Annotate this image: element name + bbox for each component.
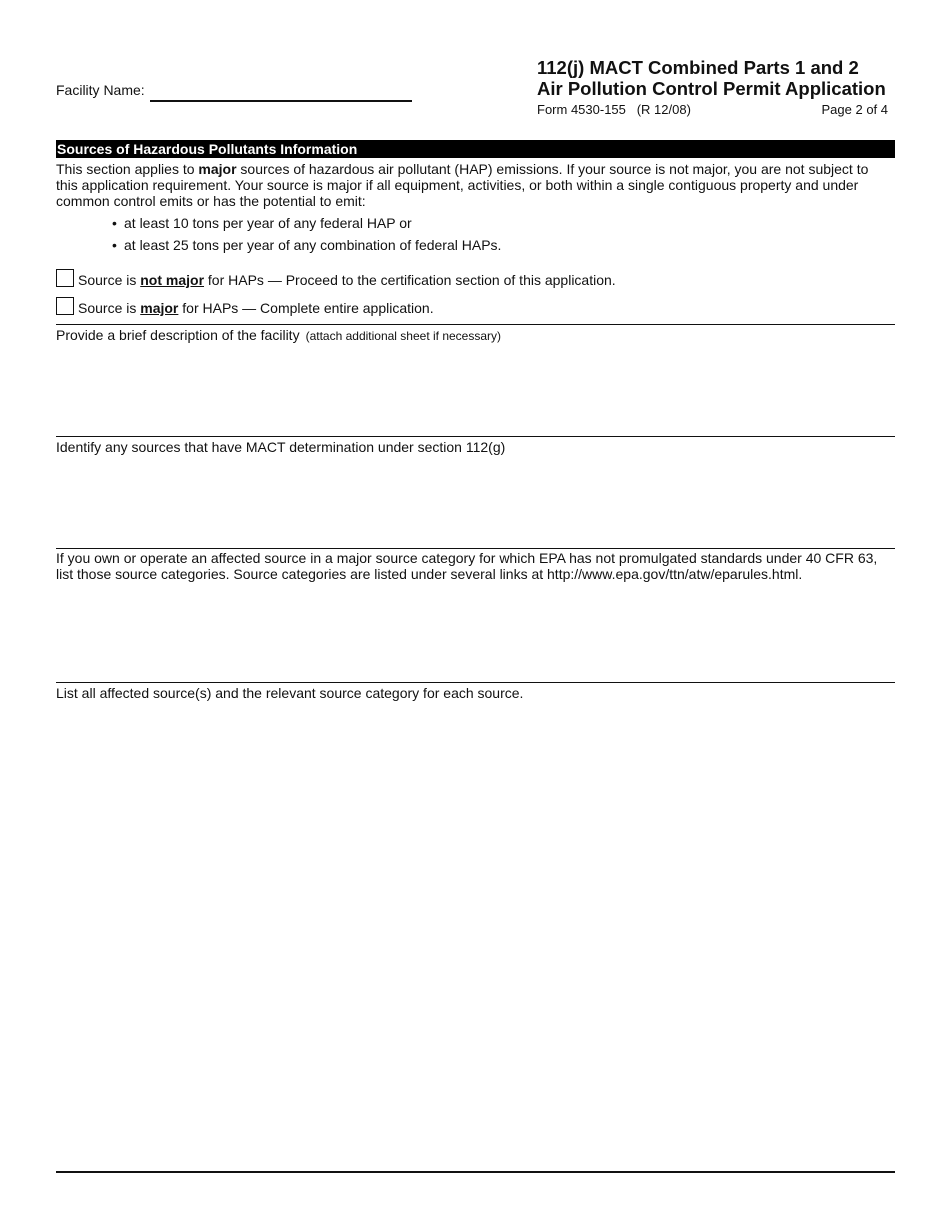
bullet-icon: • — [112, 237, 117, 253]
bullet-text: at least 25 tons per year of any combination of federal HAPs. — [124, 237, 502, 253]
intro-text-a: This section applies to — [56, 161, 199, 177]
major-checkbox[interactable] — [56, 297, 74, 315]
page-number: Page 2 of 4 — [821, 102, 888, 117]
intro-line-2: this application requirement. Your source is major if all equipment, activities, or both within a single contiguous property and under — [56, 177, 859, 193]
form-title-line-1: 112(j) MACT Combined Parts 1 and 2 — [537, 57, 859, 78]
not-major-suffix: for HAPs — Proceed to the certification section of this application. — [204, 272, 616, 288]
not-major-checkbox[interactable] — [56, 269, 74, 287]
affected-sources-input[interactable] — [56, 703, 899, 1169]
intro-line-3: common control emits or has the potential to emit: — [56, 193, 366, 209]
description-label: Provide a brief description of the facility — [56, 327, 300, 343]
form-title-line-2: Air Pollution Control Permit Application — [537, 78, 886, 99]
intro-line-1 — [56, 161, 868, 177]
major-prefix: Source is — [78, 300, 141, 316]
mact-label: Identify any sources that have MACT determination under section 112(g) — [56, 439, 506, 455]
divider — [56, 682, 895, 683]
description-label-row — [56, 327, 501, 344]
not-major-emphasis: not major — [140, 272, 205, 288]
bullet-item — [112, 237, 501, 253]
bullet-text: at least 10 tons per year of any federal HAP or — [124, 215, 412, 231]
form-number: Form 4530-155 (R 12/08) — [537, 102, 691, 117]
divider — [56, 436, 895, 437]
bullet-item — [112, 215, 412, 231]
major-label — [78, 300, 434, 316]
divider — [56, 324, 895, 325]
affected-sources-label: List all affected source(s) and the relevant source category for each source. — [56, 685, 524, 701]
facility-name-input[interactable] — [150, 80, 412, 102]
source-categories-input[interactable] — [56, 585, 899, 681]
intro-bold-major: major — [198, 161, 237, 177]
divider — [56, 548, 895, 549]
facility-name-label: Facility Name: — [56, 82, 145, 98]
bottom-divider — [56, 1171, 895, 1173]
major-suffix: for HAPs — Complete entire application. — [178, 300, 434, 316]
epa-label-line-2: list those source categories. Source categories are listed under several links at http://www.epa.gov/ttn/atw/eparules.html. — [56, 566, 803, 582]
bullet-icon: • — [112, 215, 117, 231]
major-emphasis: major — [140, 300, 179, 316]
section-heading: Sources of Hazardous Pollutants Information — [57, 141, 358, 157]
not-major-label — [78, 272, 616, 288]
facility-description-input[interactable] — [56, 345, 899, 435]
section-heading-bar — [56, 140, 895, 158]
epa-label-line-1: If you own or operate an affected source in a major source category for which EPA has not promulgated standards under 40 CFR 63, — [56, 550, 878, 566]
description-note: (attach additional sheet if necessary) — [305, 329, 502, 343]
not-major-prefix: Source is — [78, 272, 141, 288]
mact-sources-input[interactable] — [56, 457, 899, 547]
intro-text-b: sources of hazardous air pollutant (HAP) emissions. If your source is not major, you are not subject to — [236, 161, 869, 177]
